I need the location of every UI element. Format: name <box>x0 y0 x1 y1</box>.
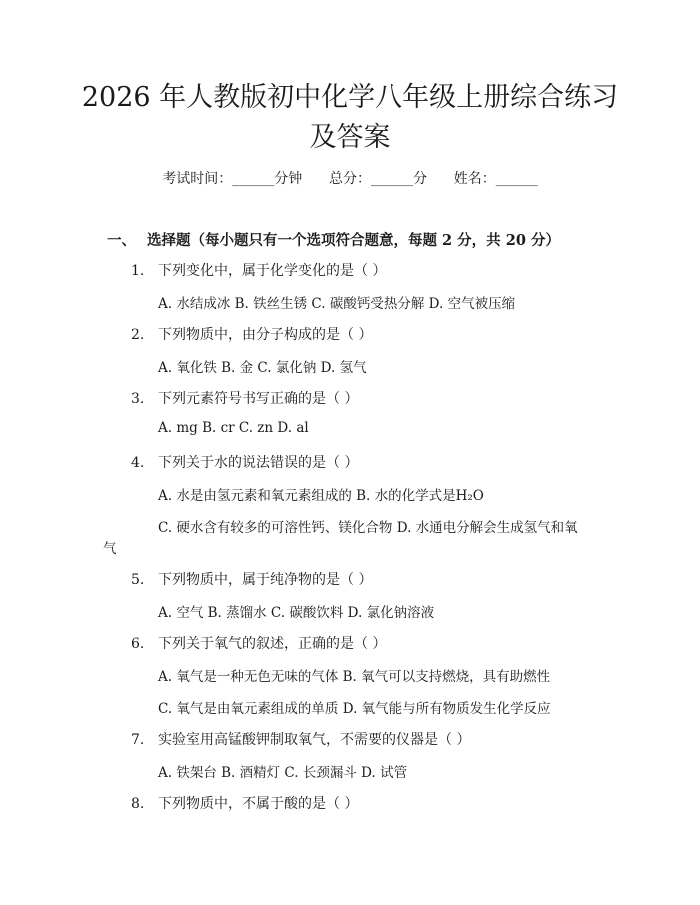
question-4-options-line-2: C. 硬水含有较多的可溶性钙、镁化合物 D. 水通电分解会生成氢气和氧 <box>158 520 578 536</box>
question-3-options: A. mg B. cr C. zn D. al <box>158 420 309 436</box>
question-text: 下列关于水的说法错误的是（ ） <box>158 455 359 471</box>
question-6-options-line-2: C. 氧气是由氧元素组成的单质 D. 氧气能与所有物质发生化学反应 <box>158 701 551 717</box>
question-6-options-line-1: A. 氧气是一种无色无味的气体 B. 氧气可以支持燃烧，具有助燃性 <box>158 669 551 685</box>
title-line-2: 及答案 <box>309 122 391 153</box>
exam-info-line: 考试时间：______分钟 总分：______分 姓名：______ <box>162 171 538 187</box>
section-number: 一、 <box>107 232 136 249</box>
question-3 <box>131 388 358 408</box>
question-2-options: A. 氧化铁 B. 金 C. 氯化钠 D. 氢气 <box>158 360 367 376</box>
question-1-options: A. 水结成冰 B. 铁丝生锈 C. 碳酸钙受热分解 D. 空气被压缩 <box>158 296 516 312</box>
question-number: 1. <box>131 263 145 279</box>
question-4-options-line-1: A. 水是由氢元素和氧元素组成的 B. 水的化学式是H₂O <box>158 488 484 504</box>
document-title <box>60 78 640 158</box>
title-line-1: 2026 年人教版初中化学八年级上册综合练习 <box>81 82 619 113</box>
section-title: 选择题（每小题只有一个选项符合题意，每题 2 分，共 20 分） <box>147 232 560 249</box>
question-4 <box>131 452 358 472</box>
question-7-options: A. 铁架台 B. 酒精灯 C. 长颈漏斗 D. 试管 <box>158 765 408 781</box>
question-text: 实验室用高锰酸钾制取氧气，不需要的仪器是（ ） <box>158 732 471 748</box>
question-number: 6. <box>131 636 145 652</box>
question-number: 7. <box>131 732 145 748</box>
question-text: 下列变化中，属于化学变化的是（ ） <box>158 263 387 279</box>
question-number: 5. <box>131 572 145 588</box>
question-5-options: A. 空气 B. 蒸馏水 C. 碳酸饮料 D. 氯化钠溶液 <box>158 605 435 621</box>
question-2 <box>131 324 372 344</box>
question-5 <box>131 569 372 589</box>
question-6 <box>131 633 386 653</box>
question-7 <box>131 729 470 749</box>
question-1 <box>131 260 386 280</box>
question-text: 下列物质中，由分子构成的是（ ） <box>158 327 373 343</box>
question-text: 下列物质中，属于纯净物的是（ ） <box>158 572 373 588</box>
question-4-options-line-3: 气 <box>103 541 117 557</box>
question-number: 4. <box>131 455 145 471</box>
question-text: 下列物质中，不属于酸的是（ ） <box>158 796 359 812</box>
section-heading <box>107 229 560 250</box>
question-number: 3. <box>131 391 145 407</box>
question-8 <box>131 793 358 813</box>
question-text: 下列关于氧气的叙述，正确的是（ ） <box>158 636 387 652</box>
question-text: 下列元素符号书写正确的是（ ） <box>158 391 359 407</box>
question-number: 8. <box>131 796 145 812</box>
question-number: 2. <box>131 327 145 343</box>
